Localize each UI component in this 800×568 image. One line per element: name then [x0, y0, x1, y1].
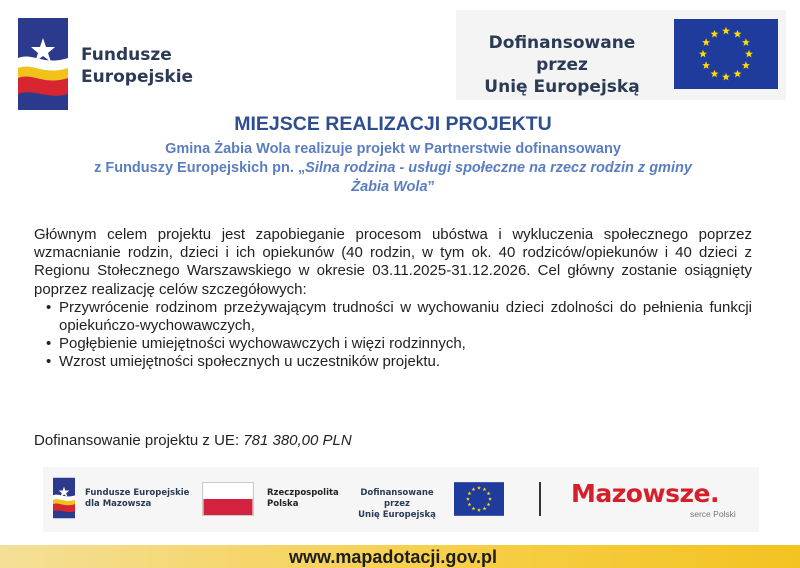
objective-item: • Pogłębienie umiejętności wychowawczych i więzi rodzinnych, — [34, 335, 752, 353]
polish-flag-icon — [202, 482, 254, 516]
footer-logo-strip — [43, 467, 759, 532]
eu-small-line1: Dofinansowane przez — [360, 488, 434, 509]
eu-small-line2: Unię Europejską — [358, 510, 436, 520]
project-name-part2: Żabia Wola — [351, 179, 428, 195]
eu-flag-icon — [674, 19, 778, 89]
eu-cofinancing-line2: Unię Europejską — [484, 77, 640, 97]
eu-cofinancing-logo — [456, 10, 786, 100]
eu-cofinancing-small-text — [346, 488, 448, 521]
fe-mazowsze-line1: Fundusze Europejskie — [85, 488, 190, 498]
rzeczpospolita-line2: Polska — [267, 499, 299, 509]
rzeczpospolita-text — [267, 488, 339, 510]
eu-flag-icon — [454, 482, 504, 516]
mazowsze-tagline: serce Polski — [690, 509, 736, 519]
mazowsze-logo: Mazowsze. — [571, 479, 719, 508]
funds-europe-line1: Fundusze — [81, 45, 172, 65]
eu-cofinancing-line1: Dofinansowane przez — [488, 33, 636, 75]
project-description — [34, 226, 752, 372]
funding-value: 781 380,00 PLN — [243, 432, 352, 449]
subtitle-line2-prefix: z Funduszy Europejskich pn. „ — [94, 160, 306, 176]
funds-europe-flag-mark-icon — [53, 477, 75, 519]
objective-item: • Wzrost umiejętności społecznych u uczestników projektu. — [34, 353, 752, 371]
subtitle-line3 — [20, 178, 766, 197]
fe-mazowsze-line2: dla Mazowsza — [85, 499, 152, 509]
funds-europe-line2: Europejskie — [81, 67, 194, 87]
website-url[interactable]: www.mapadotacji.gov.pl — [288, 547, 498, 567]
website-bar — [0, 545, 800, 568]
funds-europe-logo — [18, 18, 208, 113]
logo-divider — [539, 482, 541, 516]
page-title: MIEJSCE REALIZACJI PROJEKTU — [234, 113, 552, 135]
funds-europe-mazowsze-text — [85, 488, 189, 510]
subtitle-closing-quote: ” — [427, 179, 435, 195]
eu-cofinancing-text — [462, 32, 662, 98]
objectives-list — [34, 299, 752, 372]
project-subtitle — [20, 140, 766, 197]
funds-europe-flag-mark-icon — [18, 18, 68, 110]
subtitle-line2 — [20, 159, 766, 178]
funding-amount — [34, 432, 352, 449]
objective-item: • Przywrócenie rodzinom przeżywającym trudności w wychowaniu dzieci zdolności do pełnienia funkcji opiekuńczo-wychowawczych, — [34, 299, 752, 335]
subtitle-line1: Gmina Żabia Wola realizuje projekt w Partnerstwie dofinansowany — [165, 141, 621, 157]
rzeczpospolita-line1: Rzeczpospolita — [267, 488, 339, 498]
funding-label: Dofinansowanie projektu z UE: — [34, 432, 244, 449]
project-name-part1: Silna rodzina - usługi społeczne na rzecz rodzin z gminy — [305, 160, 692, 176]
description-paragraph: Głównym celem projektu jest zapobieganie procesom ubóstwa i wykluczenia społecznego poprzez wzmacnianie rodzin, dzieci i ich opiekunów (40 rodzin, w tym ok. 40 rodziców/opiekunów i 40 dzieci z Regionu Stołecznego Warszawskiego w okresie 03.11.2025-31.12.2026. Cel główny zostanie osiągnięty poprzez realizację celów szczegółowych: — [34, 226, 752, 298]
funds-europe-logo-text — [81, 44, 193, 88]
